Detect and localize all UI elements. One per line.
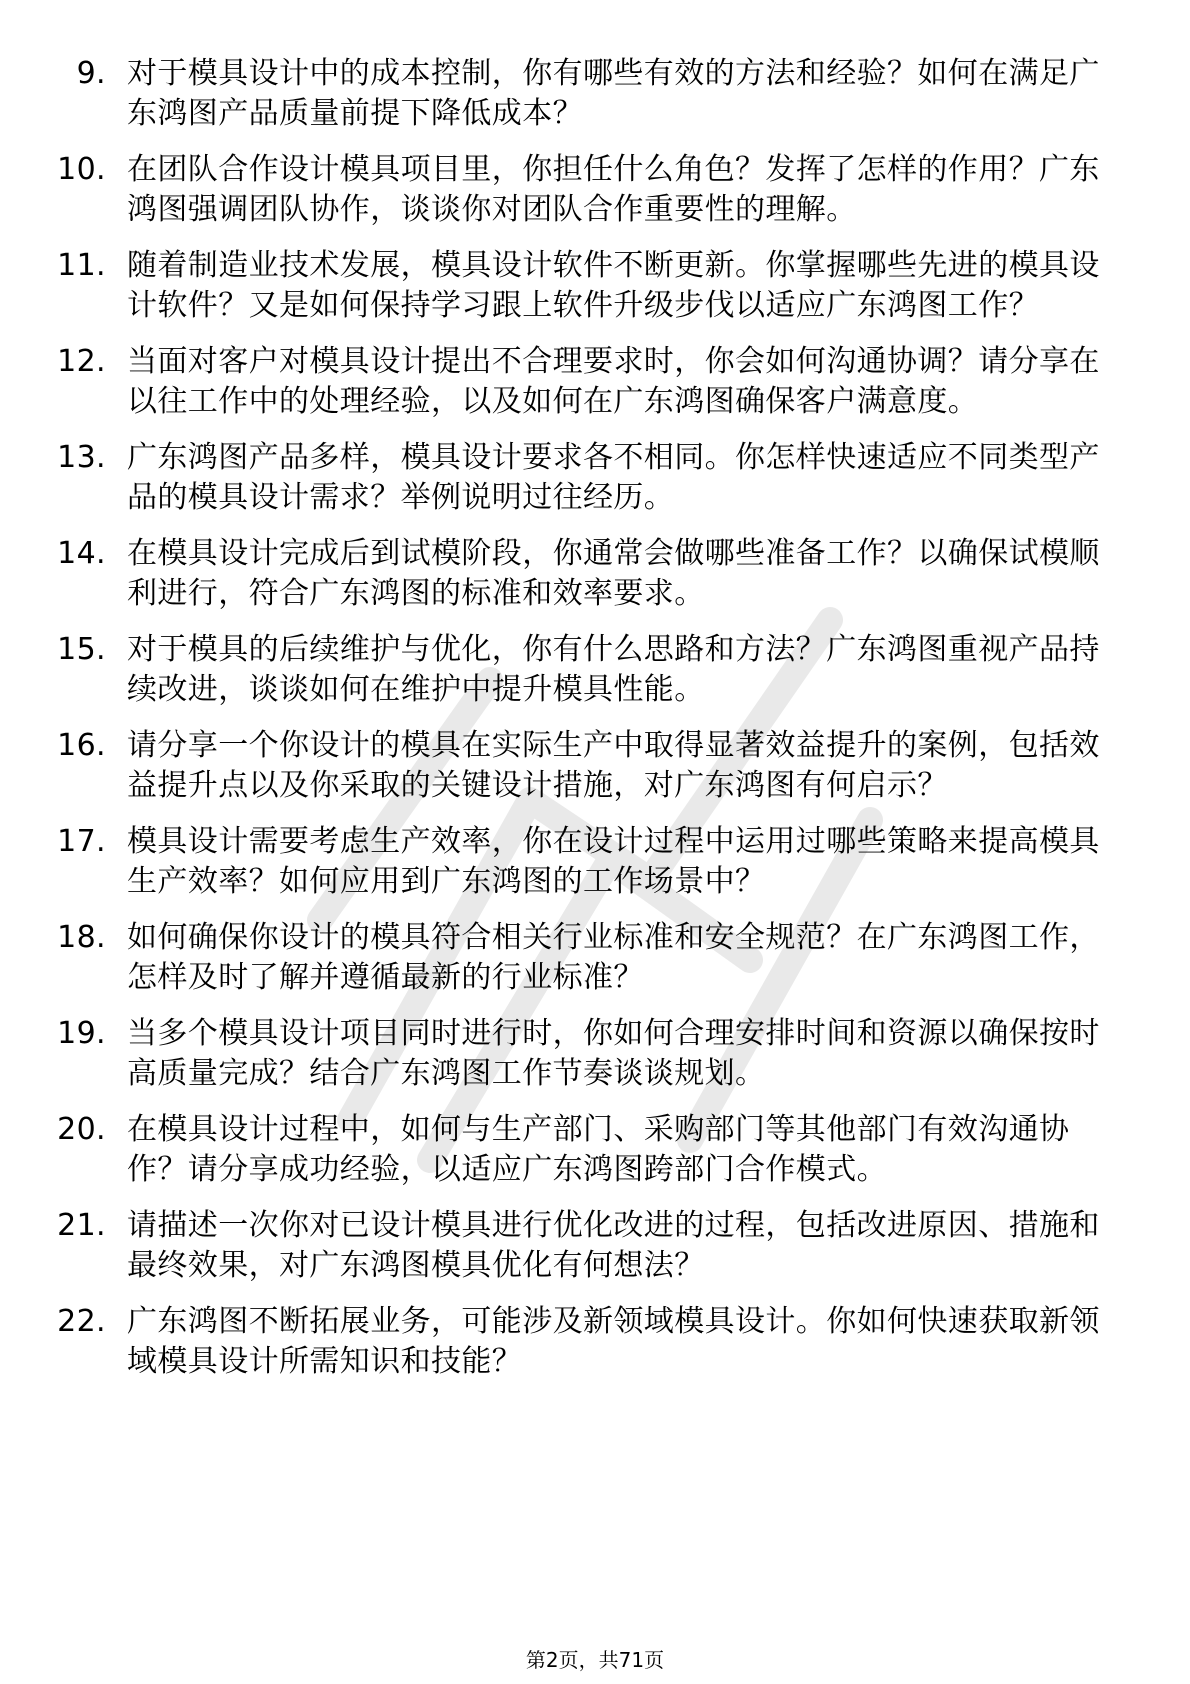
list-item: [0, 918, 1190, 998]
question-number: 18.: [57, 920, 106, 955]
question-number: 11.: [57, 248, 106, 283]
question-text: 在模具设计过程中，如何与生产部门、采购部门等其他部门有效沟通协作？请分享成功经验，以适应广东鸿图跨部门合作模式。: [127, 1112, 1070, 1187]
question-number: 12.: [57, 344, 106, 379]
question-number: 17.: [57, 824, 106, 859]
question-text: 在团队合作设计模具项目里，你担任什么角色？发挥了怎样的作用？广东鸿图强调团队协作，谈谈你对团队合作重要性的理解。: [127, 152, 1100, 227]
list-item: [0, 342, 1190, 422]
list-item: [0, 630, 1190, 710]
question-number: 21.: [57, 1208, 106, 1243]
question-text: 随着制造业技术发展，模具设计软件不断更新。你掌握哪些先进的模具设计软件？又是如何保持学习跟上软件升级步伐以适应广东鸿图工作？: [127, 248, 1100, 323]
list-item: [0, 534, 1190, 614]
question-text: 对于模具的后续维护与优化，你有什么思路和方法？广东鸿图重视产品持续改进，谈谈如何在维护中提升模具性能。: [127, 632, 1100, 707]
question-text: 广东鸿图不断拓展业务，可能涉及新领域模具设计。你如何快速获取新领域模具设计所需知识和技能？: [127, 1304, 1100, 1379]
page-number-label: 第2页，共71页: [525, 1648, 665, 1672]
list-item: [0, 1014, 1190, 1094]
list-item: [0, 150, 1190, 230]
question-text: 在模具设计完成后到试模阶段，你通常会做哪些准备工作？以确保试模顺利进行，符合广东鸿图的标准和效率要求。: [127, 536, 1100, 611]
question-number: 9.: [76, 56, 106, 91]
question-number: 16.: [57, 728, 106, 763]
question-text: 当多个模具设计项目同时进行时，你如何合理安排时间和资源以确保按时高质量完成？结合广东鸿图工作节奏谈谈规划。: [127, 1016, 1100, 1091]
list-item: [0, 822, 1190, 902]
question-number: 13.: [57, 440, 106, 475]
list-item: [0, 246, 1190, 326]
question-number: 20.: [57, 1112, 106, 1147]
page-footer: [0, 1648, 1190, 1672]
question-text: 当面对客户对模具设计提出不合理要求时，你会如何沟通协调？请分享在以往工作中的处理经验，以及如何在广东鸿图确保客户满意度。: [127, 344, 1100, 419]
list-item: [0, 54, 1190, 134]
question-text: 请分享一个你设计的模具在实际生产中取得显著效益提升的案例，包括效益提升点以及你采取的关键设计措施，对广东鸿图有何启示？: [127, 728, 1100, 803]
list-item: [0, 1110, 1190, 1190]
question-text: 模具设计需要考虑生产效率，你在设计过程中运用过哪些策略来提高模具生产效率？如何应用到广东鸿图的工作场景中？: [127, 824, 1100, 899]
question-number: 22.: [57, 1304, 106, 1339]
list-item: [0, 726, 1190, 806]
question-text: 广东鸿图产品多样，模具设计要求各不相同。你怎样快速适应不同类型产品的模具设计需求？举例说明过往经历。: [127, 440, 1100, 515]
list-item: [0, 1302, 1190, 1382]
question-number: 10.: [57, 152, 106, 187]
question-text: 对于模具设计中的成本控制，你有哪些有效的方法和经验？如何在满足广东鸿图产品质量前提下降低成本？: [127, 56, 1100, 131]
question-text: 如何确保你设计的模具符合相关行业标准和安全规范？在广东鸿图工作，怎样及时了解并遵循最新的行业标准？: [127, 920, 1100, 995]
list-item: [0, 1206, 1190, 1286]
question-list: [0, 54, 1190, 1398]
list-item: [0, 438, 1190, 518]
question-number: 19.: [57, 1016, 106, 1051]
question-number: 15.: [57, 632, 106, 667]
question-text: 请描述一次你对已设计模具进行优化改进的过程，包括改进原因、措施和最终效果，对广东鸿图模具优化有何想法？: [127, 1208, 1100, 1283]
question-number: 14.: [57, 536, 106, 571]
